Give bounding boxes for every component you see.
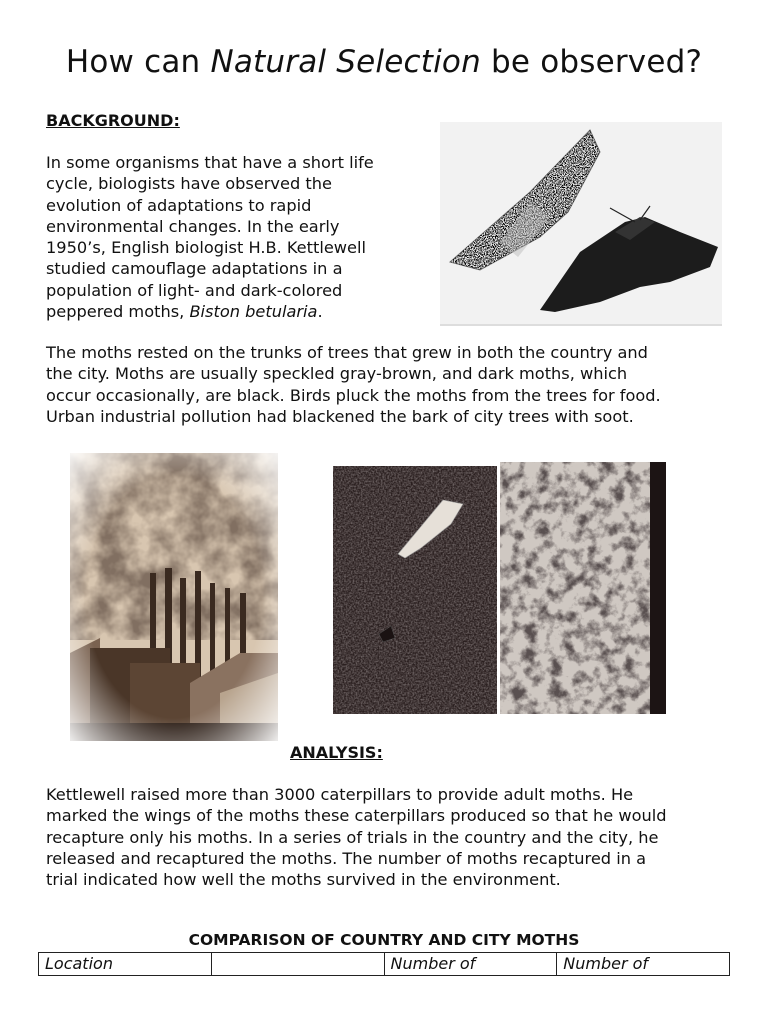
text-line: cycle, biologists have observed the — [46, 174, 332, 194]
text-line: Urban industrial pollution had blackened the bark of city trees with soot. — [46, 406, 634, 426]
smokestacks-pollution-photo — [70, 453, 278, 741]
analysis-heading: ANALYSIS: — [290, 743, 383, 762]
text-line: evolution of adaptations to rapid — [46, 195, 312, 215]
background-paragraph-2 — [46, 342, 736, 427]
table-header-cell: Number of — [557, 953, 730, 976]
moth-on-lichen-bark-photo — [500, 462, 666, 714]
page-title: How can Natural Selection be observed? — [65, 44, 703, 80]
text-line: trial indicated how well the moths survived in the environment. — [46, 870, 561, 890]
text-line: the city. Moths are usually speckled gray-brown, and dark moths, which — [46, 364, 628, 384]
table-title: COMPARISON OF COUNTRY AND CITY MOTHS — [188, 931, 580, 949]
text-line: peppered moths, Biston betularia. — [46, 302, 323, 322]
text-line: In some organisms that have a short life — [46, 153, 374, 172]
background-heading: BACKGROUND: — [46, 111, 180, 130]
background-paragraph-1 — [46, 152, 436, 322]
text-line: environmental changes. In the early — [46, 216, 340, 236]
text-line: studied camouflage adaptations in a — [46, 259, 343, 279]
text-line: recapture only his moths. In a series of trials in the country and the city, he — [46, 827, 659, 847]
table-header-row — [39, 953, 730, 976]
text-line: The moths rested on the trunks of trees that grew in both the country and — [46, 343, 648, 362]
text-line: released and recaptured the moths. The number of moths recaptured in a — [46, 848, 647, 868]
comparison-table — [38, 952, 730, 976]
table-header-cell: Location — [39, 953, 212, 976]
light-and-dark-moths-photo — [440, 122, 722, 326]
text-line: 1950’s, English biologist H.B. Kettlewell — [46, 238, 366, 258]
table-header-cell — [211, 953, 384, 976]
text-line: occur occasionally, are black. Birds pluck the moths from the trees for food. — [46, 385, 661, 405]
table-header-cell: Number of — [384, 953, 557, 976]
moth-on-dark-bark-photo — [333, 466, 497, 714]
text-line: population of light- and dark-colored — [46, 280, 343, 300]
text-line: marked the wings of the moths these caterpillars produced so that he would — [46, 806, 667, 826]
analysis-paragraph — [46, 784, 736, 890]
text-line: Kettlewell raised more than 3000 caterpillars to provide adult moths. He — [46, 785, 634, 804]
